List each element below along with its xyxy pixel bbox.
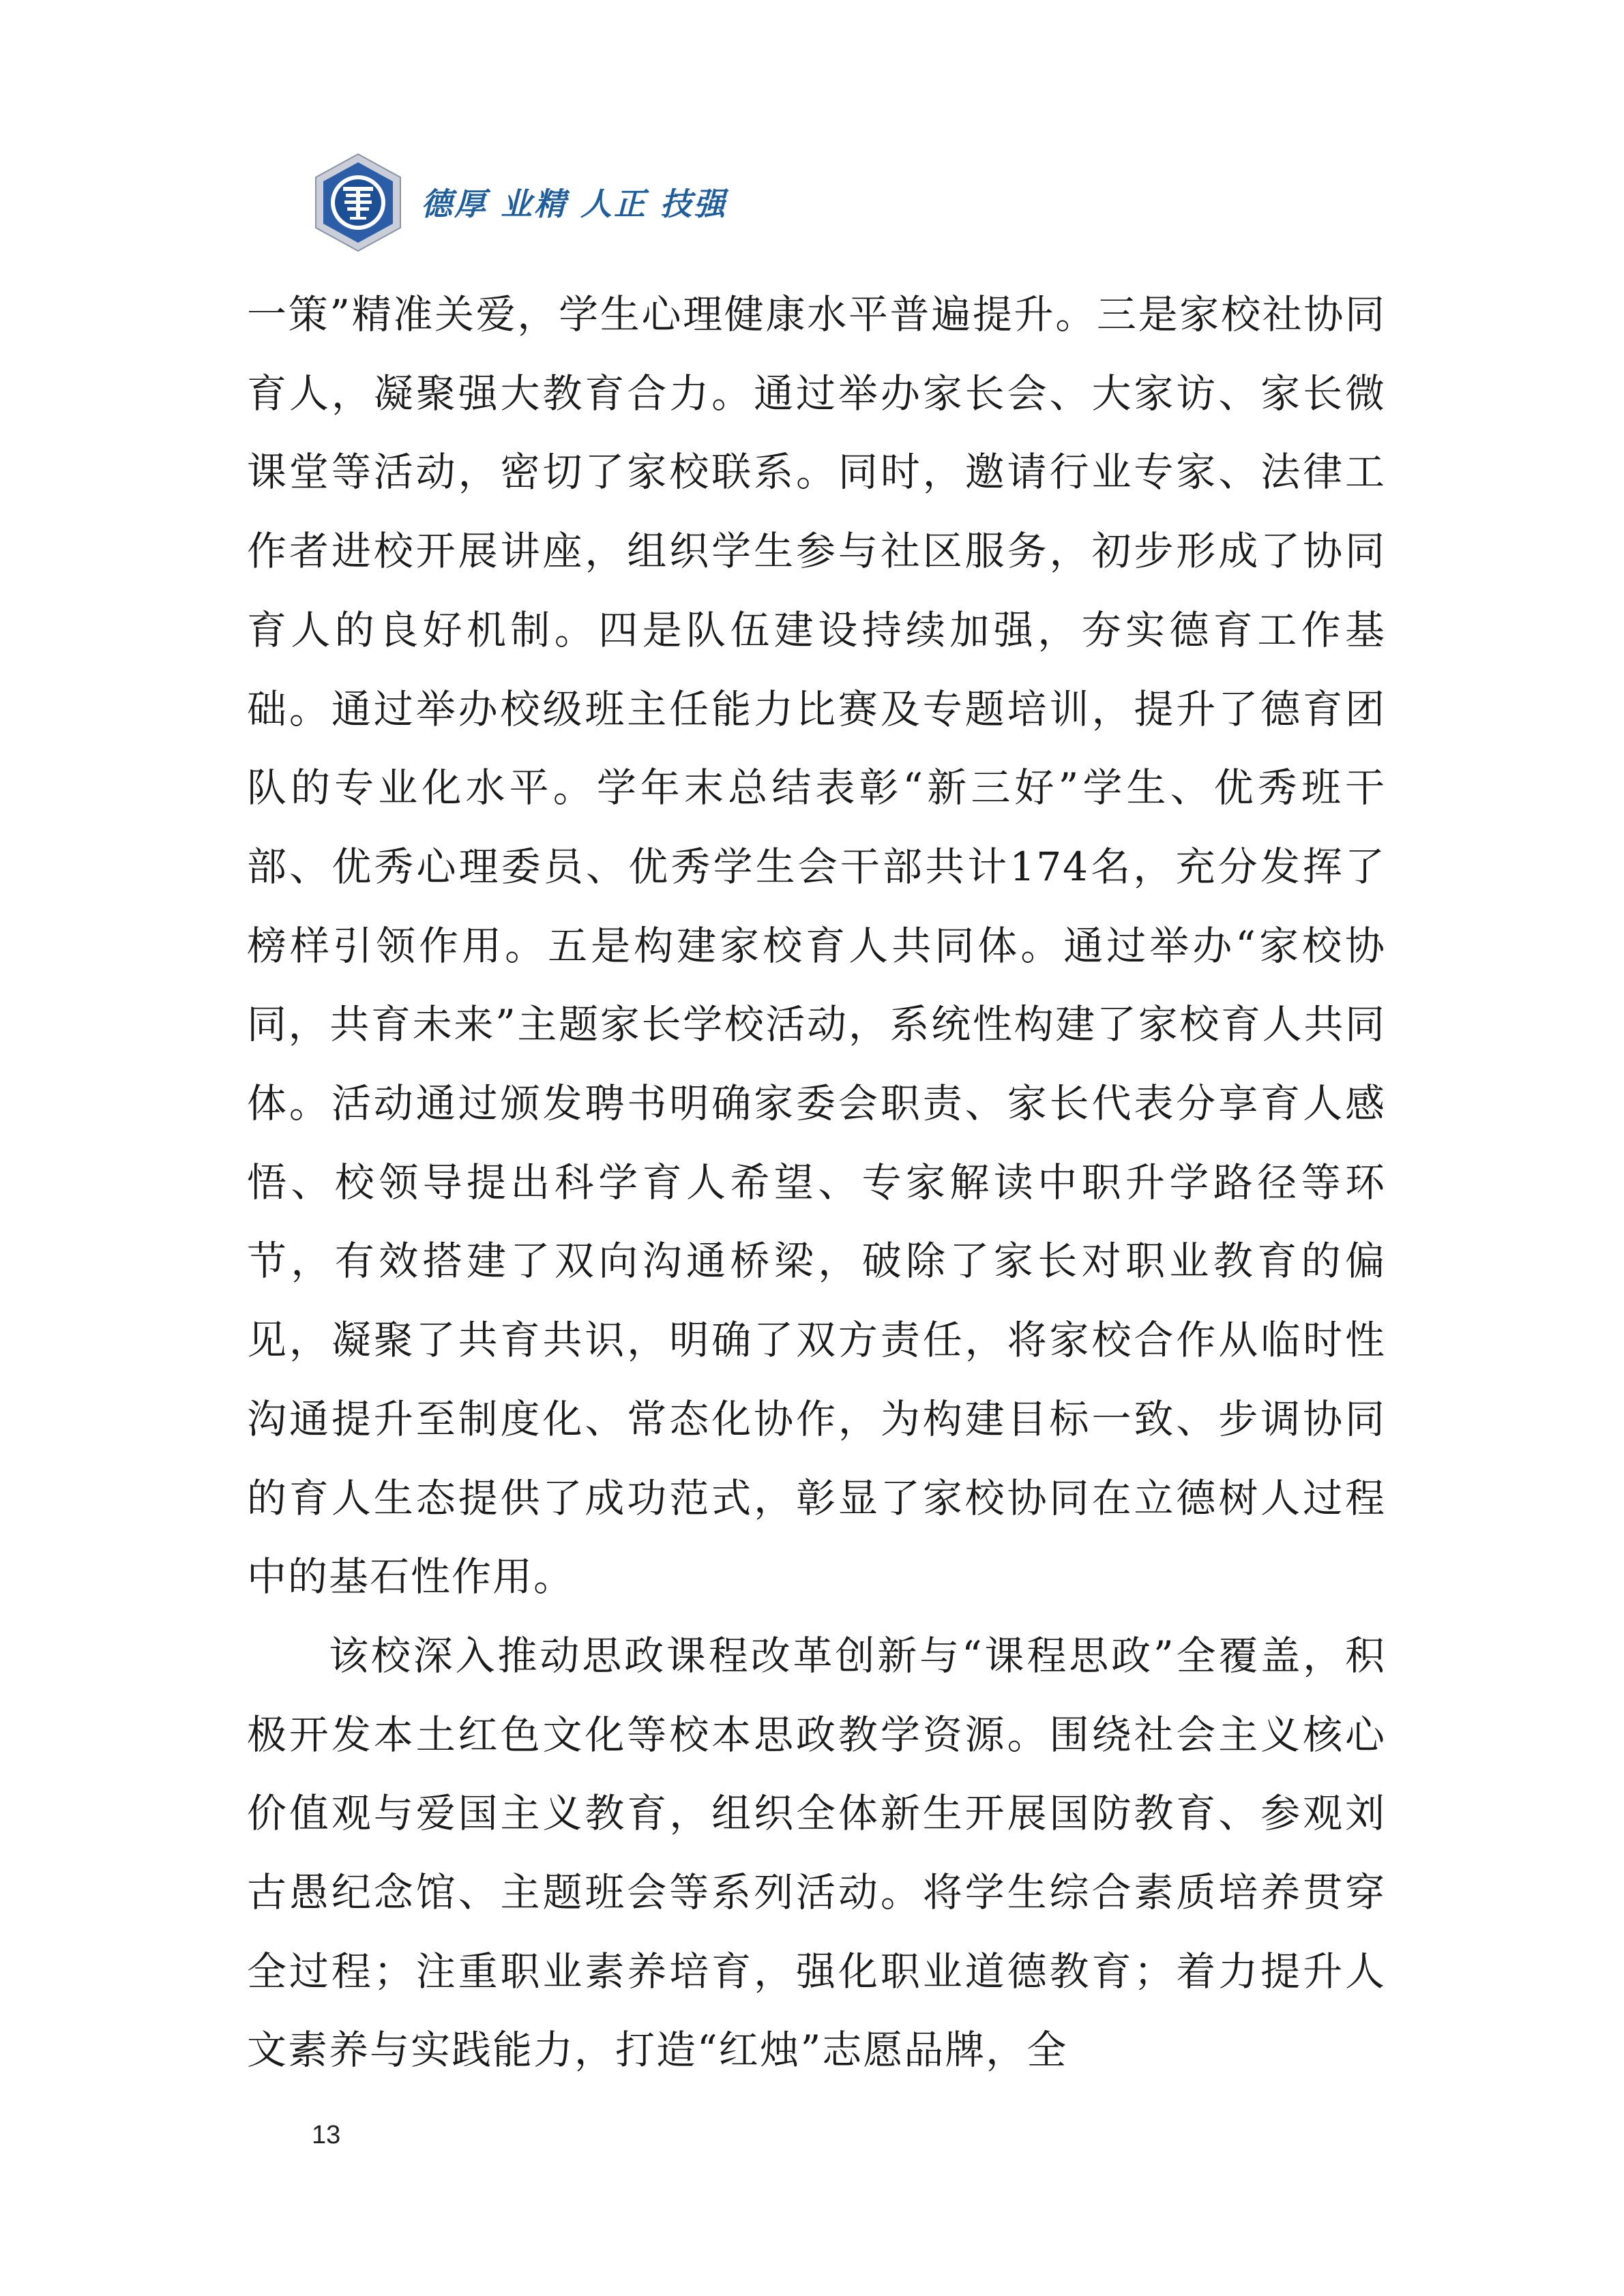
document-body — [247, 275, 1386, 2090]
body-paragraph: 一策”精准关爱，学生心理健康水平普遍提升。三是家校社协同育人，凝聚强大教育合力。通过举办家长会、大家访、家长微课堂等活动，密切了家校联系。同时，邀请行业专家、法律工作者进校开展讲座，组织学生参与社区服务，初步形成了协同育人的良好机制。四是队伍建设持续加强，夯实德育工作基础。通过举办校级班主任能力比赛及专题培训，提升了德育团队的专业化水平。学年末总结表彰“新三好”学生、优秀班干部、优秀心理委员、优秀学生会干部共计174名，充分发挥了榜样引领作用。五是构建家校育人共同体。通过举办“家校协同，共育未来”主题家长学校活动，系统性构建了家校育人共同体。活动通过颁发聘书明确家委会职责、家长代表分享育人感悟、校领导提出科学育人希望、专家解读中职升学路径等环节，有效搭建了双向沟通桥梁，破除了家长对职业教育的偏见，凝聚了共育共识，明确了双方责任，将家校合作从临时性沟通提升至制度化、常态化协作，为构建目标一致、步调协同的育人生态提供了成功范式，彰显了家校协同在立德树人过程中的基石性作用。 — [247, 291, 1386, 1600]
page-number: 13 — [312, 2121, 341, 2149]
school-motto: 德厚 业精 人正 技强 — [421, 185, 728, 222]
page-header — [310, 151, 761, 254]
body-paragraph: 该校深入推动思政课程改革创新与“课程思政”全覆盖，积极开发本土红色文化等校本思政教学资源。围绕社会主义核心价值观与爱国主义教育，组织全体新生开展国防教育、参观刘古愚纪念馆、主题班会等系列活动。将学生综合素质培养贯穿全过程；注重职业素养培育，强化职业道德教育；着力提升人文素养与实践能力，打造“红烛”志愿品牌，全 — [247, 1632, 1386, 2074]
school-emblem-icon — [310, 151, 406, 254]
